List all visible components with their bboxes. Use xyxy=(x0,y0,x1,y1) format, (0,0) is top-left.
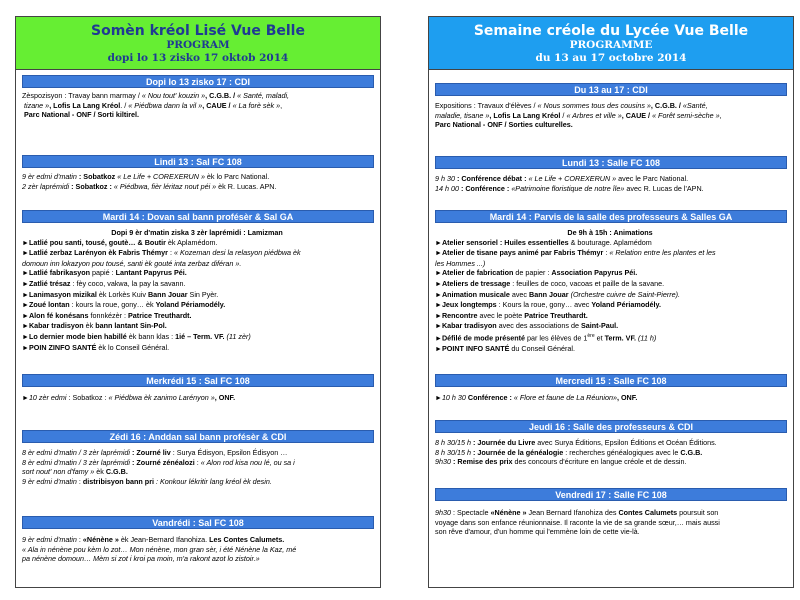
right-column xyxy=(428,16,794,588)
right-section-bar: Lundi 13 : Salle FC 108 xyxy=(435,156,787,169)
left-section-1: Zèspozisyon : Travay bann marmay / « Nou tout' kouzin », C.G.B. / « Santé, maladi, tizane », Lofis La Lang Kréol. / « Piédbwa dann la vil », CAUE / « La forè sèk », Parc National - ONF / Sorti kiltirel. xyxy=(22,91,290,120)
left-column xyxy=(15,16,381,588)
left-dates: dopi lo 13 zisko 17 oktob 2014 xyxy=(107,52,289,64)
left-section-6: 9 èr edmi d'matin : «Nénène » èk Jean-Bernard Ifanohiza. Les Contes Calumets. « Ala in nénène pou kèm lo zot… Mon nénène, mon gran sèr, i été Nénène la Kaz, mé pa nénène domoun… Mèm si zot i kroi pa moin, m'a rakont azot lo zistoir.» xyxy=(22,535,297,564)
right-section-3: De 9h à 15h : Animations ►Atelier sensoriel : Huiles essentielles & bouturage. Aplamédom ►Atelier de tisane pays animé par Fabris Thémyr : « Relation entre les plantes et les les Hommes ...) ►Atelier de fabrication de papier : Association Papyrus Péi. ►Ateliers de tressage : feuilles de coco, vacoas et paille de la savane. ►Animation musicale avec Bann Jouar (Orchestre cuivre de Saint-Pierre). ►Jeux longtemps : Kours la roue, gony… avec Yoland Périamodély. ►Rencontre avec le poète Patrice Treuthardt. ►Kabar tradisyon avec des associations de Saint-Paul. ►Défilé de mode présenté par les élèves de 1ère et Term. VF. (11 h) ►POINT INFO SANTÉ du Conseil Général. xyxy=(435,228,716,353)
right-section-bar: Mardi 14 : Parvis de la salle des professeurs & Salles GA xyxy=(435,210,787,223)
right-section-bar: Jeudi 16 : Salle des professeurs & CDI xyxy=(435,420,787,433)
right-section-2: 9 h 30 : Conférence débat : « Le Life + COREXERUN » avec le Parc National. 14 h 00 : Conférence : «Patrimoine floristique de notre île» avec R. Lucas de l'APN. xyxy=(435,174,704,193)
right-section-bar: Vendredi 17 : Salle FC 108 xyxy=(435,488,787,501)
right-section-bar: Du 13 au 17 : CDI xyxy=(435,83,787,96)
left-header xyxy=(16,17,380,70)
left-section-bar: Merkrédi 15 : Sal FC 108 xyxy=(22,374,374,387)
left-title: Somèn kréol Lisé Vue Belle xyxy=(91,23,305,39)
left-section-bar: Zédi 16 : Anddan sal bann profésèr & CDI xyxy=(22,430,374,443)
left-section-4: ►10 zèr edmi : Sobatkoz : « Piédbwa èk zanimo Larényon », ONF. xyxy=(22,393,236,402)
right-section-bar: Mercredi 15 : Salle FC 108 xyxy=(435,374,787,387)
left-section-5: 8 èr edmi d'matin / 3 zèr laprémidi : Zourné liv : Surya Édisyon, Epsilon Édisyon … 8 èr edmi d'matin / 3 zèr laprémidi : Zourné zénéalozi : « Alon rod kisa nou lé, ou sa i sort nout' non d'famy » èk C.G.B. 9 èr edmi d'matin : distribisyon bann pri : Konkour lékritir lang kréol èk desin. xyxy=(22,448,295,486)
left-section-2: 9 èr edmi d'matin : Sobatkoz « Le Life + COREXERUN » èk lo Parc National. 2 zèr laprémidi : Sobatkoz : « Piédbwa, fièr léritaz nout péi » èk R. Lucas. APN. xyxy=(22,172,277,191)
right-section-1: Expositions : Travaux d'élèves / « Nous sommes tous des cousins », C.G.B. / «Santé, maladie, tisane », Lofis La Lang Kréol / « Arbres et ville », CAUE / « Forêt semi-sèche », Parc National - ONF / Sorties culturelles. xyxy=(435,101,722,130)
left-section-bar: Dopi lo 13 zisko 17 : CDI xyxy=(22,75,374,88)
right-header xyxy=(429,17,793,70)
right-section-6: 9h30 : Spectacle «Nénène » Jean Bernard Ifanohiza des Contes Calumets poursuit son voyage dans son enfance réunionnaise. Il raconte la vie de sa grande sœur,… mais aussi son rêve d'amour, d'un homme qui l'emmène loin de cette vie-là. xyxy=(435,508,720,537)
right-title: Semaine créole du Lycée Vue Belle xyxy=(473,23,749,39)
left-section-bar: Vandrédi : Sal FC 108 xyxy=(22,516,374,529)
left-section-bar: Mardi 14 : Dovan sal bann profésèr & Sal GA xyxy=(22,210,374,223)
left-section-3: Dopi 9 èr d'matin ziska 3 zèr laprémidi : Lamizman ►Latlié pou santi, tousé, goutè… & Boutir èk Aplamédom. ►Latlié zerbaz Larényon èk Fabris Thémyr : « Kozeman desi la relasyon piédbwa èk domoun inn lokazyon pou tousé, santi èk gouté inta zerbaz diféran ». ►Latlié fabrikasyon papié : Lantant Papyrus Péi. ►Zatlié trésaz : fèy coco, vakwa, la pay la savann. ►Lanimasyon mizikal èk Lorkès Kuiv Bann Jouar Sin Pyèr. ►Zoué lontan : kours la roue, gony… èk Yoland Périamodély. ►Alon fé konésans fonnkézèr : Patrice Treuthardt. ►Kabar tradisyon èk bann lantant Sin-Pol. ►Lo dernier mode bien habillé èk bann klas : 1ié – Term. VF. (11 zèr) ►POIN ZINFO SANTÉ èk lo Conseil Général. xyxy=(22,228,301,352)
left-program-label: PROGRAM xyxy=(166,39,230,51)
right-dates: du 13 au 17 octobre 2014 xyxy=(535,52,687,64)
right-section-5: 8 h 30/15 h : Journée du Livre avec Surya Éditions, Epsilon Éditions et Océan Éditions. 8 h 30/15 h : Journée de la généalogie : recherches généalogiques avec le C.G.B. 9h30 : Remise des prix des concours d'écriture en langue créole et de dessin. xyxy=(435,438,717,467)
left-section-bar: Lindi 13 : Sal FC 108 xyxy=(22,155,374,168)
right-program-label: PROGRAMME xyxy=(569,39,653,51)
right-section-4: ►10 h 30 Conférence : « Flore et faune de La Réunion», ONF. xyxy=(435,393,638,402)
